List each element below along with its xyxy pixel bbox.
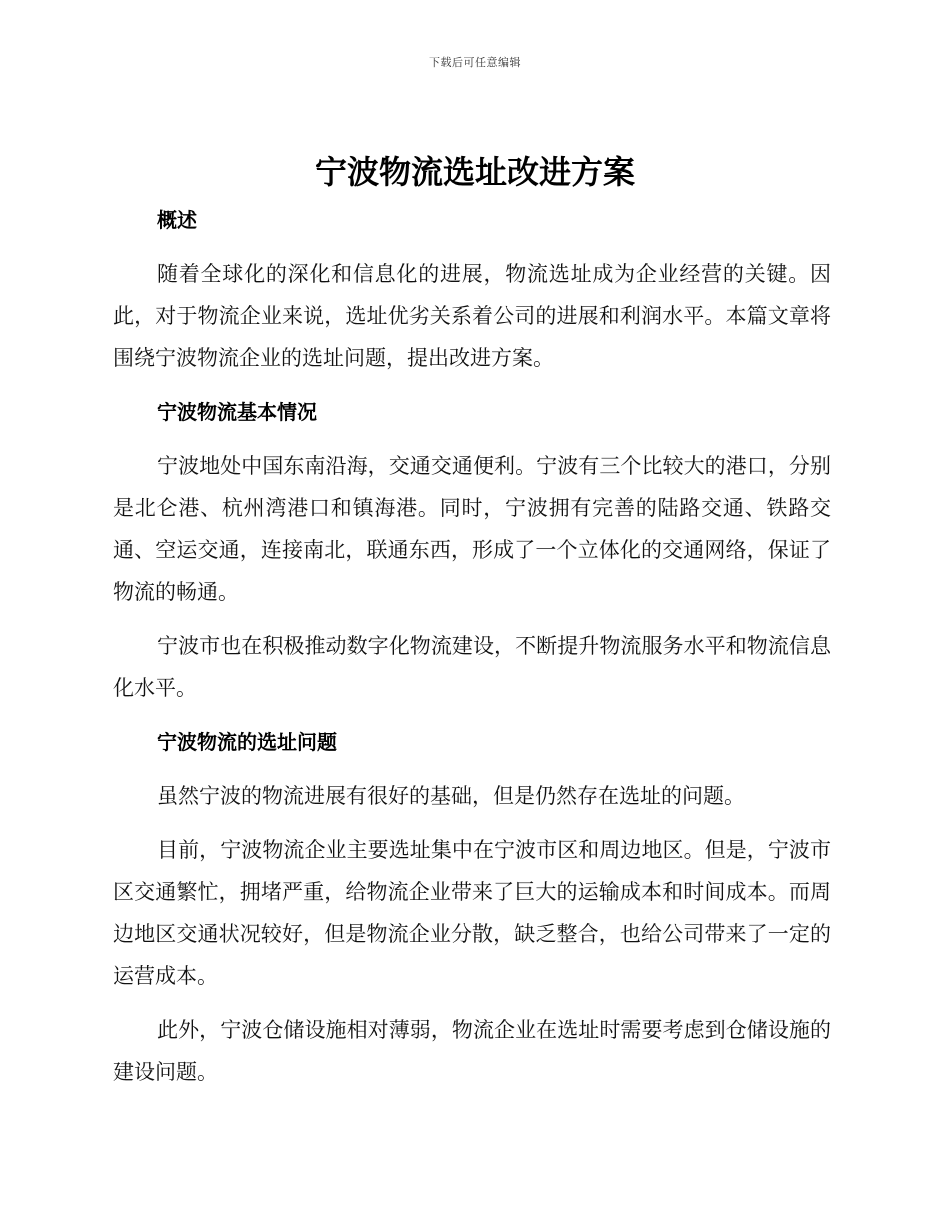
section-heading-basic-situation: 宁波物流基本情况 bbox=[157, 400, 317, 424]
document-title: 宁波物流选址改进方案 bbox=[314, 153, 635, 191]
paragraph: 宁波市也在积极推动数字化物流建设，不断提升物流服务水平和物流信息化水平。 bbox=[113, 634, 831, 700]
document-body bbox=[113, 199, 831, 1093]
paragraph: 虽然宁波的物流进展有很好的基础，但是仍然存在选址的问题。 bbox=[157, 784, 745, 808]
paragraph: 目前，宁波物流企业主要选址集中在宁波市区和周边地区。但是，宁波市区交通繁忙，拥堵严重，给物流企业带来了巨大的运输成本和时间成本。而周边地区交通状况较好，但是物流企业分散，缺乏整合，也给公司带来了一定的运营成本。 bbox=[113, 838, 831, 988]
section-heading-site-selection-issues: 宁波物流的选址问题 bbox=[157, 730, 337, 754]
paragraph: 宁波地处中国东南沿海，交通交通便利。宁波有三个比较大的港口，分别是北仑港、杭州湾港口和镇海港。同时，宁波拥有完善的陆路交通、铁路交通、空运交通，连接南北，联通东西，形成了一个立体化的交通网络，保证了物流的畅通。 bbox=[113, 454, 831, 604]
paragraph: 随着全球化的深化和信息化的进展，物流选址成为企业经营的关键。因此，对于物流企业来说，选址优劣关系着公司的进展和利润水平。本篇文章将围绕宁波物流企业的选址问题，提出改进方案。 bbox=[113, 262, 831, 370]
section-heading-overview: 概述 bbox=[157, 208, 197, 232]
header-note: 下载后可任意编辑 bbox=[429, 56, 521, 69]
paragraph: 此外，宁波仓储设施相对薄弱，物流企业在选址时需要考虑到仓储设施的建设问题。 bbox=[113, 1018, 831, 1084]
